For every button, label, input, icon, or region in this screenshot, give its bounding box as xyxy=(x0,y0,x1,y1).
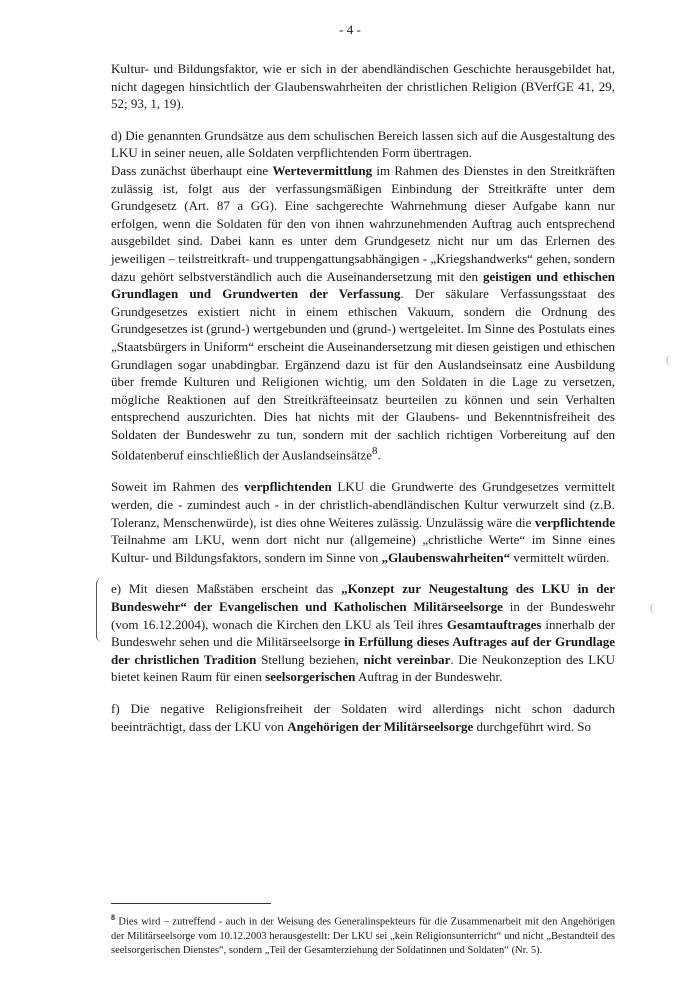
paragraph-d-intro: d) Die genannten Grundsätze aus dem schulischen Bereich lassen sich auf die Ausgestaltung des LKU in seiner neuen, alle Soldaten verpflichtenden Form übertragen. xyxy=(111,127,615,161)
margin-bracket-mark xyxy=(96,578,105,642)
paragraph-f: f) Die negative Religionsfreiheit der Soldaten wird allerdings nicht schon dadurch beeinträchtigt, dass der LKU von Angehörigen der Militärseelsorge durchgeführt wird. So xyxy=(111,700,615,734)
footnote-separator xyxy=(111,903,271,904)
footnote-reference: 8 xyxy=(372,445,378,458)
footnote-mark: 8 xyxy=(111,913,115,922)
scan-speck: ( xyxy=(650,600,654,614)
paragraph-continuation: Kultur- und Bildungsfaktor, wie er sich in der abendländischen Geschichte herausgebildet hat, nicht dagegen hinsichtlich der Glaubenswahrheiten der christlichen Religion (BVerfGE 41, 29, 52; 93, 1, 19). xyxy=(111,61,615,112)
footnote-text: Dies wird – zutreffend - auch in der Weisung des Generalinspekteurs für die Zusammenarbeit mit den Angehörigen der Militärseelsorge vom 10.12.2003 herausgestellt: Der LKU sei „kein Religionsunterricht“ und nicht „Bestandteil des seelsorgerischen Dienstes“, sondern „Teil der Gesamterziehung der Soldatinnen und Soldaten“ (Nr. 5). xyxy=(111,916,615,956)
page-number: - 4 - xyxy=(339,22,361,37)
emphasis-wertevermittlung: Wertevermittlung xyxy=(272,162,373,178)
emphasis-grundlagen: geistigen und ethischen Grundlagen und Grundwerten der Verfassung xyxy=(111,268,615,302)
footnote xyxy=(111,911,615,958)
document-body xyxy=(111,60,615,749)
paragraph-verpflichtend: Soweit im Rahmen des verpflichtenden LKU die Grundwerte des Grundgesetzes vermittelt werden, die - zumindest auch - in der christlich-abendländischen Kultur verwurzelt sind (z.B. Toleranz, Menschenwürde), ist dies ohne Weiteres zulässig. Unzulässig wäre die verpflichtende Teilnahme am LKU, wenn dort nicht nur (allgemeine) „christliche Werte“ im Sinne eines Kultur- und Bildungsfaktors, sondern im Sinne von „Glaubenswahrheiten“ vermittelt würden. xyxy=(111,479,615,565)
scan-speck: ( xyxy=(666,352,670,366)
paragraph-d-main: Dass zunächst überhaupt eine Wertevermittlung im Rahmen des Dienstes in den Streitkräften zulässig ist, folgt aus der verfassungsmäßigen Einbindung der Streitkräfte unter dem Grundgesetz (Art. 87 a GG). Eine sachgerechte Wahrnehmung dieser Aufgabe kann nur erfolgen, wenn die Soldaten für den von ihnen wahrzunehmenden Auftrag auch entsprechend ausgebildet sind. Dabei kann es unter dem Grundgesetz nicht nur um das Erlernen des jeweiligen – teilstreitkraft- und truppengattungsabhängigen - „Kriegshandwerks“ gehen, sondern dazu gehört selbstverständlich auch die Auseinandersetzung mit den geistigen und ethischen Grundlagen und Grundwerten der Verfassung. Der säkulare Verfassungsstaat des Grundgesetzes existiert nicht in einem ethischen Vakuum, sondern die Ordnung des Grundgesetzes ist (grund-) wertgebunden und (grund-) wertgeleitet. Im Sinne des Postulats eines „Staatsbürgers in Uniform“ erscheint die Auseinandersetzung mit diesen geistigen und ethischen Grundlagen sogar unabdingbar. Ergänzend dazu ist für den Auslandseinsatz eine Ausbildung über fremde Kulturen und Religionen wichtig, um den Soldaten in die Lage zu versetzen, mögliche Reaktionen auf den Streitkräfteeinsatz beurteilen zu können und sein Verhalten entsprechend auszurichten. Dies hat nichts mit der Glaubens- und Bekenntnisfreiheit des Soldaten der Bundeswehr zu tun, sondern mit der sachlich richtigen Vorbereitung auf den Soldatenberuf einschließlich der Auslandseinsätze$^8$. xyxy=(111,162,615,463)
paragraph-e: e) Mit diesen Maßstäben erscheint das „Konzept zur Neugestaltung des LKU in der Bundeswehr“ der Evangelischen und Katholischen Militärseelsorge in der Bundeswehr (vom 16.12.2004), wonach die Kirchen den LKU als Teil ihres Gesamtauftrages innerhalb der Bundeswehr sehen und die Militärseelsorge in Erfüllung dieses Auftrages auf der Grundlage der christlichen Tradition Stellung beziehen, nicht vereinbar. Die Neukonzeption des LKU bietet keinen Raum für einen seelsorgerischen Auftrag in der Bundeswehr. xyxy=(111,581,615,685)
